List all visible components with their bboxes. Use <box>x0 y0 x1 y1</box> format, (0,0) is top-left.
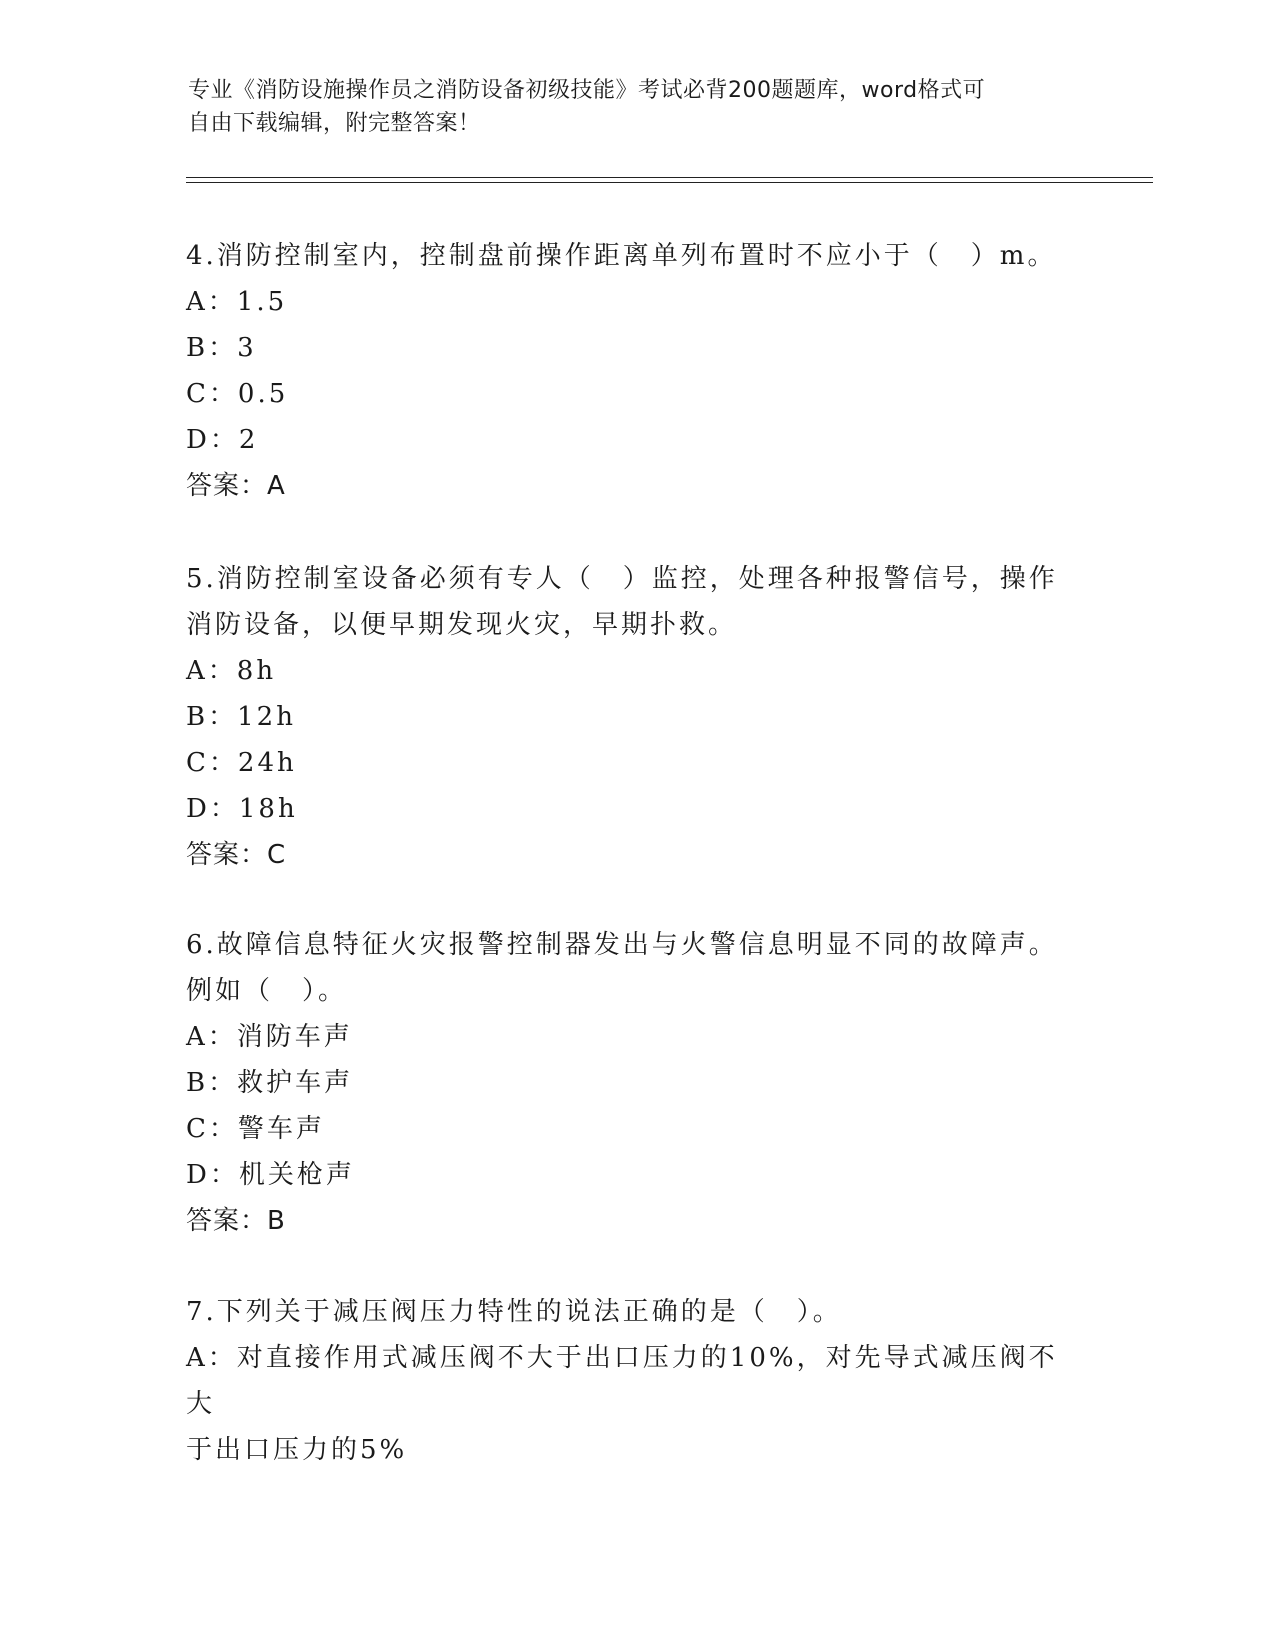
question-7 <box>186 1289 1066 1473</box>
question-stem-line-2: 消防设备，以便早期发现火灾，早期扑救。 <box>186 610 738 640</box>
question-stem-line-1: 5.消防控制室设备必须有专人（ ）监控，处理各种报警信号，操作 <box>186 564 1058 594</box>
answer-label: 答案：A <box>186 471 286 501</box>
option-letter: D： <box>186 425 239 455</box>
option-d <box>186 1152 1066 1198</box>
option-text-line-1: 对直接作用式减压阀不大于出口压力的10%，对先导式减压阀不大 <box>186 1343 1058 1419</box>
option-letter: D： <box>186 794 239 824</box>
option-letter: A： <box>186 287 237 317</box>
option-letter: A： <box>186 1343 237 1373</box>
option-text: 8h <box>236 656 277 686</box>
option-text: 1.5 <box>236 287 288 317</box>
question-4 <box>186 233 1066 509</box>
option-text: 2 <box>238 425 259 455</box>
option-text: 24h <box>237 748 297 778</box>
question-5 <box>186 556 1066 878</box>
option-text: 12h <box>237 702 296 732</box>
option-d <box>186 786 1066 832</box>
question-6 <box>186 922 1066 1244</box>
option-text: 警车声 <box>237 1114 325 1144</box>
header-line-1: 专业《消防设施操作员之消防设备初级技能》考试必背200题题库，word格式可 <box>188 78 986 103</box>
option-a-continued: 于出口压力的5% <box>186 1435 408 1465</box>
question-stem-line-1: 6.故障信息特征火灾报警控制器发出与火警信息明显不同的故障声。 <box>186 930 1058 960</box>
option-letter: B： <box>186 1068 238 1098</box>
header-line-2: 自由下载编辑，附完整答案！ <box>188 111 481 136</box>
option-b <box>186 325 1066 371</box>
question-stem: 4.消防控制室内，控制盘前操作距离单列布置时不应小于（ ）m。 <box>186 241 1057 271</box>
option-text: 0.5 <box>237 379 289 409</box>
document-header <box>188 74 1088 140</box>
option-a <box>186 279 1066 325</box>
question-stem-line-2: 例如（ ）。 <box>186 976 348 1006</box>
option-a <box>186 648 1066 694</box>
option-a <box>186 1014 1066 1060</box>
option-letter: A： <box>186 1022 237 1052</box>
option-letter: B： <box>186 702 238 732</box>
option-b <box>186 694 1066 740</box>
option-text: 3 <box>237 333 257 363</box>
option-letter: D： <box>186 1160 239 1190</box>
option-text: 消防车声 <box>236 1022 353 1052</box>
option-c <box>186 740 1066 786</box>
option-d <box>186 417 1066 463</box>
option-letter: C： <box>186 379 238 409</box>
answer-label: 答案：B <box>186 1206 286 1236</box>
option-text: 救护车声 <box>237 1068 354 1098</box>
option-letter: B： <box>186 333 238 363</box>
question-stem: 7.下列关于减压阀压力特性的说法正确的是（ ）。 <box>186 1297 842 1327</box>
option-b <box>186 1060 1066 1106</box>
header-divider-bottom <box>186 182 1153 183</box>
header-divider-top <box>186 177 1153 178</box>
option-letter: A： <box>186 656 237 686</box>
option-text: 机关枪声 <box>238 1160 355 1190</box>
option-letter: C： <box>186 748 238 778</box>
option-c <box>186 371 1066 417</box>
option-text: 18h <box>238 794 298 824</box>
option-c <box>186 1106 1066 1152</box>
option-a <box>186 1335 1066 1427</box>
answer-label: 答案：C <box>186 840 287 870</box>
option-letter: C： <box>186 1114 238 1144</box>
